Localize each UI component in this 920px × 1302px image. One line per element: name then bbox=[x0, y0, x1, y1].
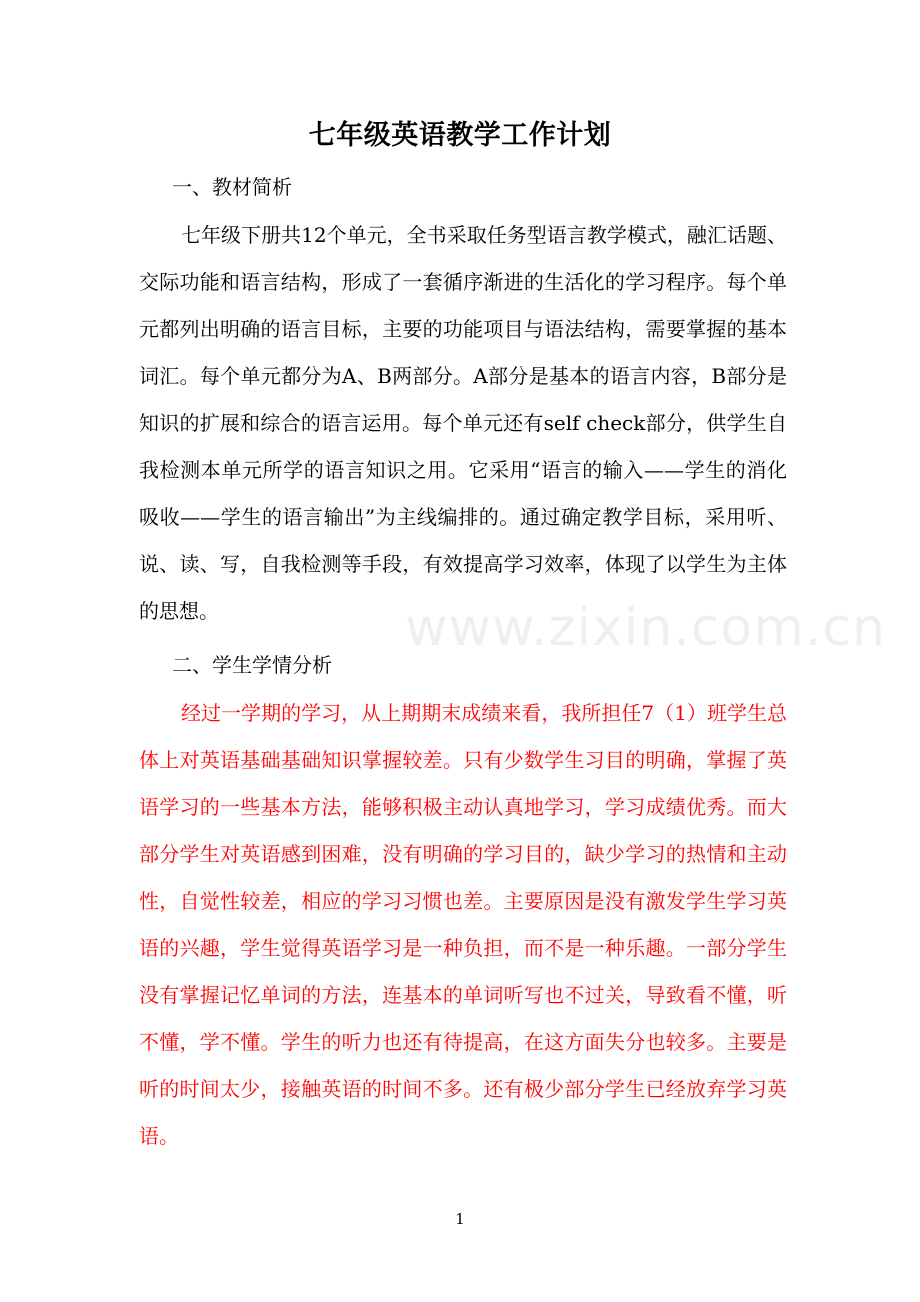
section-paragraph-student-analysis: 经过一学期的学习，从上期期末成绩来看，我所担任7（1）班学生总体上对英语基础基础知识掌握较差。只有少数学生习目的明确，掌握了英语学习的一些基本方法，能够积极主动认真地学习，学习成绩优秀。而大部分学生对英语感到困难，没有明确的学习目的，缺少学习的热情和主动性，自觉性较差，相应的学习习惯也差。主要原因是没有激发学生学习英语的兴趣，学生觉得英语学习是一种负担，而不是一种乐趣。一部分学生没有掌握记忆单词的方法，连基本的单词听写也不过关，导致看不懂，听不懂，学不懂。学生的听力也还有待提高，在这方面失分也较多。主要是听的时间太少，接触英语的时间不多。还有极少部分学生已经放弃学习英语。 bbox=[139, 701, 787, 1148]
section-heading-student-analysis: 二、学生学情分析 bbox=[172, 653, 332, 677]
watermark: www.zixin.com.cn bbox=[405, 598, 886, 658]
section-heading-textbook-analysis: 一、教材简析 bbox=[172, 175, 292, 199]
section-paragraph-textbook-analysis: 七年级下册共12个单元，全书采取任务型语言教学模式，融汇话题、交际功能和语言结构，形成了一套循序渐进的生活化的学习程序。每个单元都列出明确的语言目标，主要的功能项目与语法结构，需要掌握的基本词汇。每个单元都分为A、B两部分。A部分是基本的语言内容，B部分是知识的扩展和综合的语言运用。每个单元还有self check部分，供学生自我检测本单元所学的语言知识之用。它采用“语言的输入——学生的消化吸收——学生的语言输出”为主线编排的。通过确定教学目标，采用听、说、读、写，自我检测等手段，有效提高学习效率，体现了以学生为主体的思想。 bbox=[139, 223, 787, 623]
document-title: 七年级英语教学工作计划 bbox=[308, 120, 612, 151]
page-number: 1 bbox=[455, 1210, 465, 1228]
